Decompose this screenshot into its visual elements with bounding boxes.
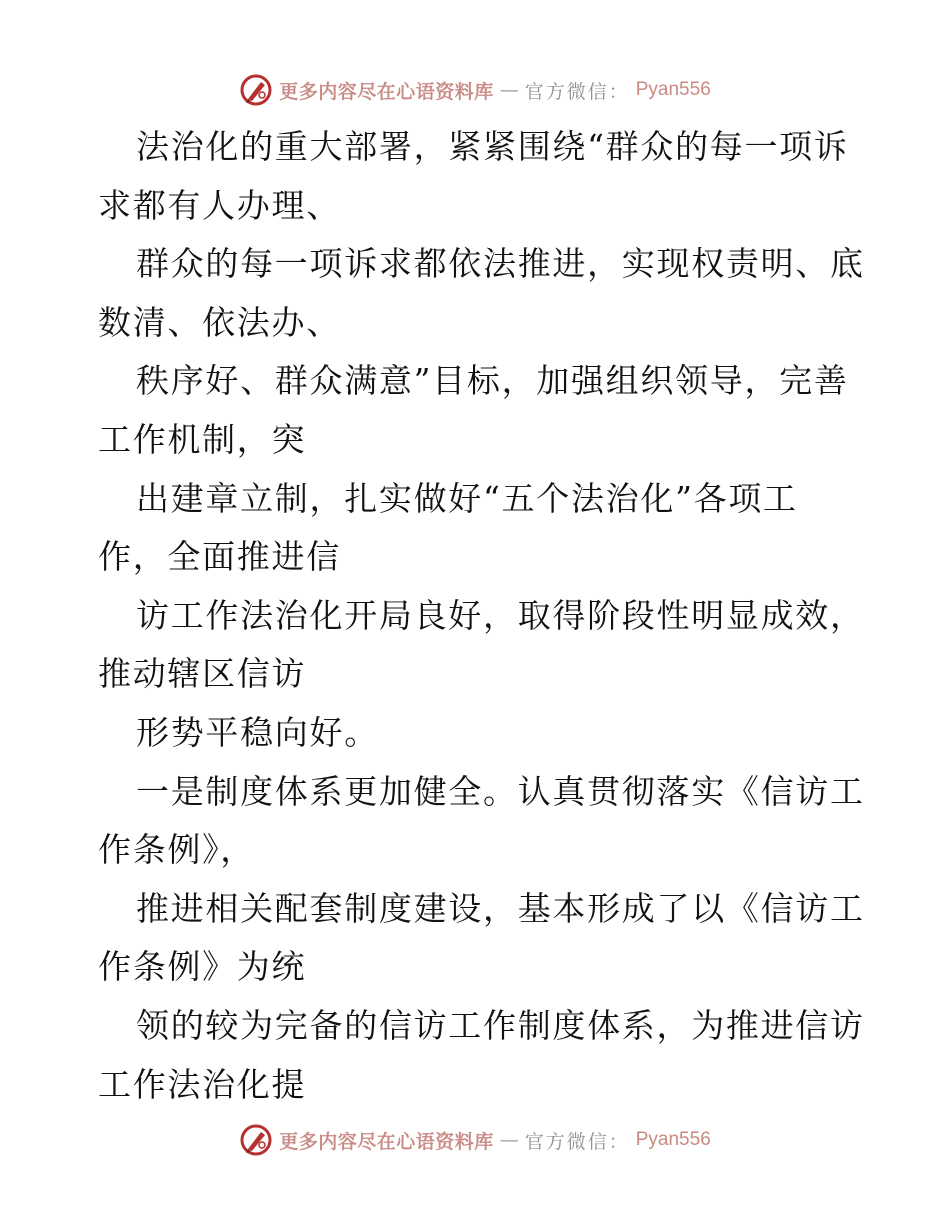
banner-dash: — [499, 1129, 519, 1151]
text-line: 作条例》为统 [98, 947, 307, 987]
text-line: 工作机制，突 [98, 419, 307, 459]
text-line: 出建章立制，扎实做好“五个法治化”各项工 [136, 478, 798, 518]
text-line: 访工作法治化开局良好，取得阶段性明显成效， [136, 595, 865, 635]
banner-wechat-label: 官方微信： [524, 1130, 630, 1153]
text-line: 工作法治化提 [98, 1064, 307, 1104]
banner-dash: — [499, 79, 519, 101]
text-line: 一是制度体系更加健全。认真贯彻落实《信访工 [136, 771, 865, 811]
text-line: 作条例》， [98, 830, 255, 870]
text-line: 求都有人办理、 [98, 185, 341, 225]
text-line: 作，全面推进信 [98, 537, 341, 577]
text-line: 群众的每一项诉求都依法推进，实现权责明、底 [136, 244, 865, 284]
banner-wechat-id: Pyan556 [635, 79, 711, 100]
text-line: 推动辖区信访 [98, 654, 307, 694]
text-line: 领的较为完备的信访工作制度体系，为推进信访 [136, 1005, 865, 1045]
text-line: 法治化的重大部署，紧紧围绕“群众的每一项诉 [136, 127, 849, 166]
document-body [98, 118, 865, 1114]
banner-main-text: 更多内容尽在心语资料库 [279, 80, 494, 103]
banner-main-text: 更多内容尽在心语资料库 [279, 1130, 494, 1153]
text-line: 秩序好、群众满意”目标，加强组织领导，完善 [136, 361, 849, 401]
banner-wechat-id: Pyan556 [635, 1129, 711, 1150]
pen-logo-icon [239, 73, 273, 107]
pen-logo-icon [239, 1123, 273, 1157]
text-line: 数清、依法办、 [98, 302, 341, 342]
header-watermark-banner [0, 70, 950, 110]
banner-wechat-label: 官方微信： [524, 80, 630, 103]
text-line: 推进相关配套制度建设，基本形成了以《信访工 [136, 888, 865, 928]
text-line: 形势平稳向好。 [136, 712, 379, 752]
footer-watermark-banner [0, 1120, 950, 1160]
